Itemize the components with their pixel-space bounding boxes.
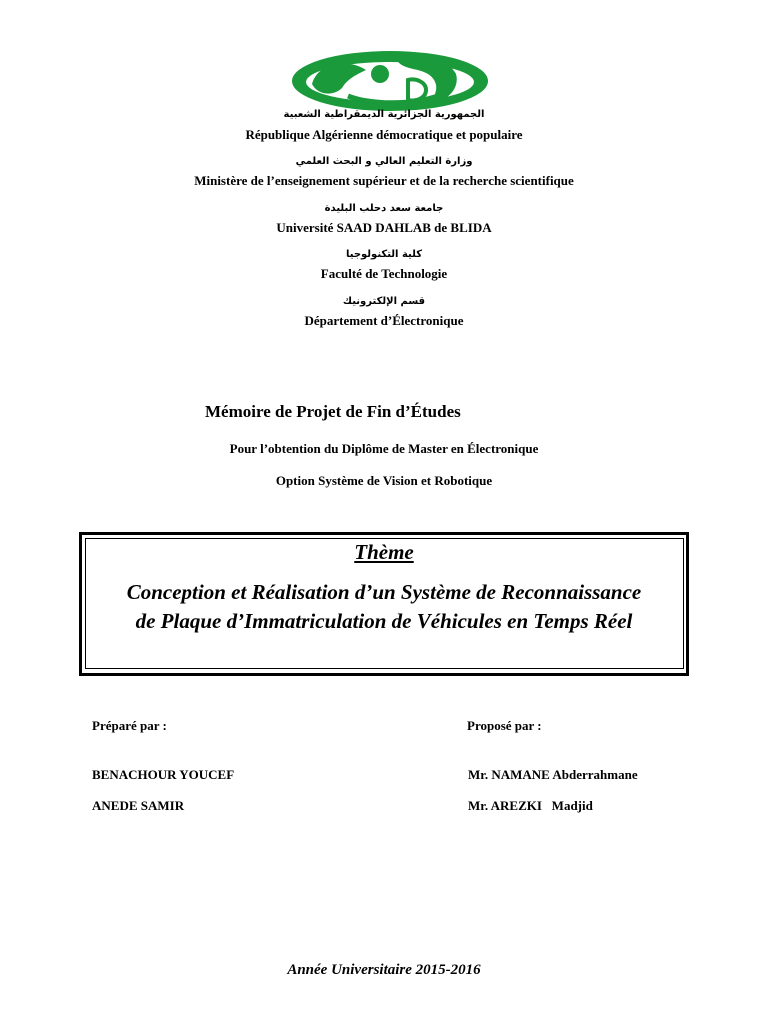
student-name: BENACHOUR YOUCEF — [92, 767, 235, 782]
proposed-by-label: Proposé par : — [467, 718, 542, 733]
theme-label: Thème — [354, 540, 414, 564]
faculty-french: Faculté de Technologie — [320, 266, 448, 281]
memoire-heading: Mémoire de Projet de Fin d’Études — [205, 402, 461, 421]
ministry-french: Ministère de l’enseignement supérieur et de la recherche scientifique — [194, 173, 574, 188]
university-arabic: جامعة سعد دحلب البليدة — [324, 203, 444, 214]
university-logo — [288, 44, 492, 118]
republic-french: République Algérienne démocratique et populaire — [245, 127, 523, 142]
university-french: Université SAAD DAHLAB de BLIDA — [276, 220, 492, 235]
ministry-arabic: وزارة التعليم العالي و البحث العلمي — [295, 156, 473, 167]
department-french: Département d’Électronique — [304, 313, 464, 328]
department-arabic: قسم الإلكترونيك — [342, 296, 426, 307]
thesis-title-line1: Conception et Réalisation d’un Système de Reconnaissance — [126, 580, 642, 604]
option-line: Option Système de Vision et Robotique — [275, 473, 493, 488]
republic-arabic: الجمهورية الجزائرية الديمقراطية الشعبية — [283, 109, 485, 120]
student-name: ANEDE SAMIR — [92, 798, 185, 813]
academic-year: Année Universitaire 2015-2016 — [287, 962, 481, 978]
faculty-arabic: كلية التكنولوجيا — [345, 249, 423, 260]
supervisor-name: Mr. NAMANE Abderrahmane — [468, 767, 638, 782]
diploma-line: Pour l’obtention du Diplôme de Master en Électronique — [229, 441, 539, 456]
thesis-title-line2: de Plaque d’Immatriculation de Véhicules en Temps Réel — [135, 609, 633, 633]
supervisor-name: Mr. AREZKI Madjid — [468, 798, 593, 813]
prepared-by-label: Préparé par : — [92, 718, 167, 733]
